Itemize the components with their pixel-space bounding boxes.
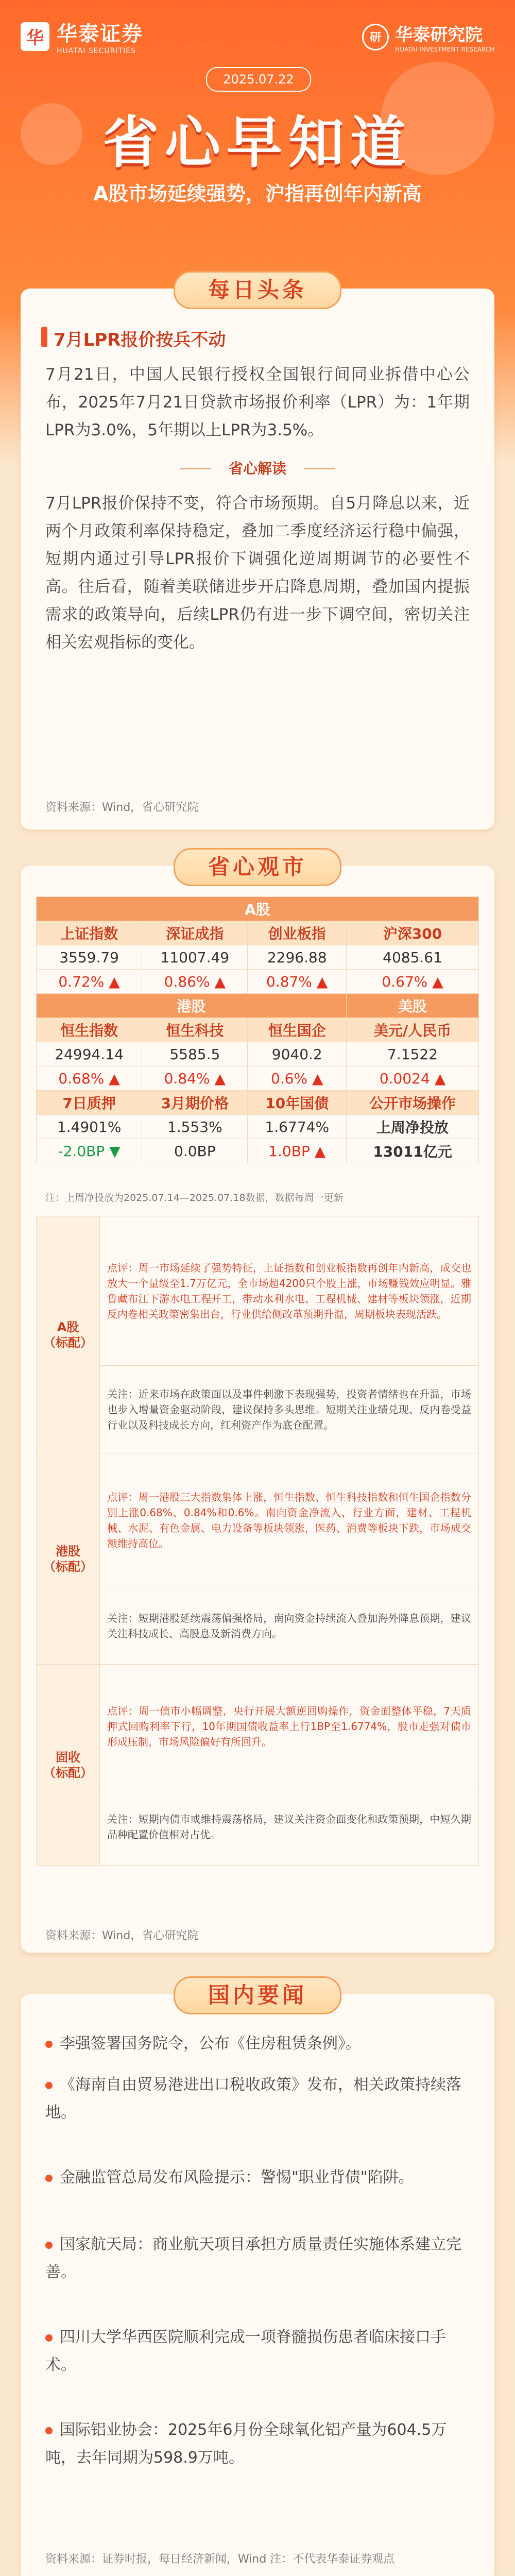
section-market-view: [21, 854, 494, 1953]
index-value: 9040.2: [248, 1042, 347, 1066]
list-item: 国际铝业协会：2025年6月份全球氧化铝产量为604.5万吨，去年同期为598.9万吨。: [45, 2421, 447, 2467]
page-title: 省心早知道: [102, 111, 412, 175]
brand-left: [21, 18, 143, 55]
source-note: 资料来源：Wind，省心研究院: [45, 801, 199, 814]
index-change: 0.67% ▲: [347, 970, 479, 994]
arrow-up-icon: ▲: [312, 1070, 323, 1087]
view-text: 关注：短期内债市或维持震荡格局，建议关注资金面变化和政策预期，中短久期品种配置价值相对占优。: [100, 1788, 479, 1866]
bullet-icon: [45, 2175, 53, 2182]
view-text: 点评：周一港股三大指数集体上涨，恒生指数、恒生科技指数和恒生国企指数分别上涨0.68%、0.84%和0.6%。南向资金净流入，行业方面，建材、工程机械、水泥、有色金属、电力设备等板块领涨，医药、消费等板块下跌，市场成交额维持高位。: [100, 1453, 479, 1587]
headline: 7月LPR报价按兵不动: [54, 330, 226, 350]
paragraph: 7月21日，中国人民银行授权全国银行间同业拆借中心公布，2025年7月21日贷款市场报价利率（LPR）为：1年期LPR为3.0%，5年期以上LPR为3.5%。: [45, 365, 470, 439]
view-text: 关注：短期港股延续震荡偏强格局，南向资金持续流入叠加海外降息预期，建议关注科技成长、高股息及新消费方向。: [100, 1587, 479, 1665]
view-label: 固收 （标配）: [37, 1665, 100, 1866]
view-text: 点评：周一债市小幅调整，央行开展大额逆回购操作，资金面整体平稳，7天质押式回购利率下行，10年期国债收益率上行1BP至1.6774%，股市走强对债市形成压制，市场风险偏好有所回升。: [100, 1665, 479, 1788]
research-sub: HUATAI INVESTMENT RESEARCH: [395, 46, 494, 53]
source-note: 资料来源：证券时报，每日经济新闻，Wind 注：不代表华泰证券观点: [45, 2553, 395, 2566]
list-item: 金融监管总局发布风险提示：警惕"职业背债"陷阱。: [45, 2164, 470, 2192]
bullet-icon: [45, 2334, 53, 2342]
arrow-up-icon: ▲: [109, 973, 120, 990]
research-logo-icon: 研: [362, 24, 389, 50]
index-value: 11007.49: [142, 945, 248, 970]
view-text: 点评：周一市场延续了强势特征，上证指数和创业板指数再创年内新高，成交也放大一个量级至1.7万亿元，全市场超4200只个股上涨，市场赚钱效应明显。雅鲁藏布江下游水电工程开工，带动水利水电、工程机械、建材等板块领涨，近期反内卷相关政策密集出台，行业供给侧改革预期升温，周期板块表现活跃。: [100, 1216, 479, 1366]
bond-change: 13011亿元: [347, 1139, 479, 1163]
research-name: 华泰研究院: [395, 25, 483, 45]
view-text: 关注：近来市场在政策面以及事件刺激下表现强势，投资者情绪也在升温，市场也步入增量资金驱动阶段，建议保持多头思维。短期关注业绩兑现、反内卷受益行业以及科技成长方向，红利资产作为底仓配置。: [100, 1366, 479, 1453]
section-title: 国内要闻: [174, 1976, 341, 2014]
brand-name: 华泰证券: [57, 22, 143, 46]
list-item: 国家航天局：商业航天项目承担方质量责任实施体系建立完善。: [45, 2235, 461, 2281]
arrow-up-icon: ▲: [214, 1070, 226, 1087]
market-table: [36, 896, 479, 1163]
bond-header: 3月期价格: [142, 1091, 248, 1115]
index-header: 沪深300: [347, 921, 479, 945]
index-value: 24994.14: [37, 1042, 142, 1066]
bond-value: 1.6774%: [248, 1115, 347, 1139]
bond-header: 公开市场操作: [347, 1091, 479, 1115]
index-header: 创业板指: [248, 921, 347, 945]
views-table: [36, 1216, 479, 1866]
brand-sub: HUATAI SECURITIES: [57, 47, 136, 55]
group-a-shares: A股: [37, 897, 479, 921]
arrow-up-icon: ▲: [434, 1070, 446, 1087]
view-label: A股 （标配）: [37, 1216, 100, 1453]
arrow-up-icon: ▲: [314, 1142, 326, 1160]
section-title: 每日头条: [174, 271, 341, 309]
brand-right: [362, 21, 494, 53]
bond-header: 7日质押: [37, 1091, 142, 1115]
index-value: 3559.79: [37, 945, 142, 970]
group-us: 美股: [347, 994, 479, 1018]
bullet-icon: [45, 2082, 53, 2089]
index-change: 0.72% ▲: [37, 970, 142, 994]
index-change: 0.6% ▲: [248, 1066, 347, 1091]
huatai-logo-icon: 华: [21, 22, 49, 51]
bond-change: 0.0BP: [142, 1139, 248, 1163]
index-value: 7.1522: [347, 1042, 479, 1066]
arrow-up-icon: ▲: [432, 973, 443, 990]
list-item: 李强签署国务院令，公布《住房租赁条例》。: [45, 2030, 470, 2058]
index-change: 0.0024 ▲: [347, 1066, 479, 1091]
index-change: 0.84% ▲: [142, 1066, 248, 1091]
source-note: 资料来源：Wind，省心研究院: [45, 1929, 199, 1942]
arrow-up-icon: ▲: [214, 973, 226, 990]
bond-change: -2.0BP ▼: [37, 1139, 142, 1163]
bullet-icon: [45, 2041, 53, 2048]
bond-change: 1.0BP ▲: [248, 1139, 347, 1163]
interpretation-tag: 省心解读: [216, 459, 299, 479]
index-value: 5585.5: [142, 1042, 248, 1066]
header: [0, 0, 515, 268]
paragraph: 7月LPR报价保持不变，符合市场预期。自5月降息以来，近两个月政策利率保持稳定，叠加二季度经济运行稳中偏强，短期内通过引导LPR报价下调强化逆周期调节的必要性不高。往后看，随着美联储进步开启降息周期，叠加国内提振需求的政策导向，后续LPR仍有进一步下调空间，密切关注相关宏观指标的变化。: [45, 494, 470, 652]
list-item: 《海南自由贸易港进出口税收政策》发布，相关政策持续落地。: [45, 2076, 461, 2122]
section-headline: [21, 277, 494, 829]
index-change: 0.87% ▲: [248, 970, 347, 994]
list-item: 四川大学华西医院顺利完成一项脊髓损伤患者临床接口手术。: [45, 2328, 446, 2374]
accent-bar: [41, 327, 47, 347]
index-header: 上证指数: [37, 921, 142, 945]
bond-value: 1.553%: [142, 1115, 248, 1139]
bond-header: 10年国债: [248, 1091, 347, 1115]
arrow-up-icon: ▲: [109, 1070, 120, 1087]
index-header: 深证成指: [142, 921, 248, 945]
index-value: 4085.61: [347, 945, 479, 970]
index-header: 恒生科技: [142, 1018, 248, 1042]
index-header: 美元/人民币: [347, 1018, 479, 1042]
arrow-up-icon: ▲: [316, 973, 328, 990]
bond-value: 上周净投放: [347, 1115, 479, 1139]
index-change: 0.86% ▲: [142, 970, 248, 994]
section-domestic-news: [21, 1982, 494, 2576]
index-header: 恒生指数: [37, 1018, 142, 1042]
section-title: 省心观市: [174, 848, 341, 886]
index-header: 恒生国企: [248, 1018, 347, 1042]
table-note: 注：上周净投放为2025.07.14—2025.07.18数据，数据每周一更新: [45, 1192, 344, 1204]
bullet-icon: [45, 2242, 53, 2249]
page-subtitle: A股市场延续强势，沪指再创年内新高: [93, 182, 422, 205]
date-pill: 2025.07.22: [206, 67, 311, 92]
bond-value: 1.4901%: [37, 1115, 142, 1139]
index-change: 0.68% ▲: [37, 1066, 142, 1091]
group-hk: 港股: [37, 994, 347, 1018]
arrow-down-icon: ▼: [109, 1142, 121, 1160]
view-label: 港股 （标配）: [37, 1453, 100, 1665]
bullet-icon: [45, 2427, 53, 2434]
index-value: 2296.88: [248, 945, 347, 970]
